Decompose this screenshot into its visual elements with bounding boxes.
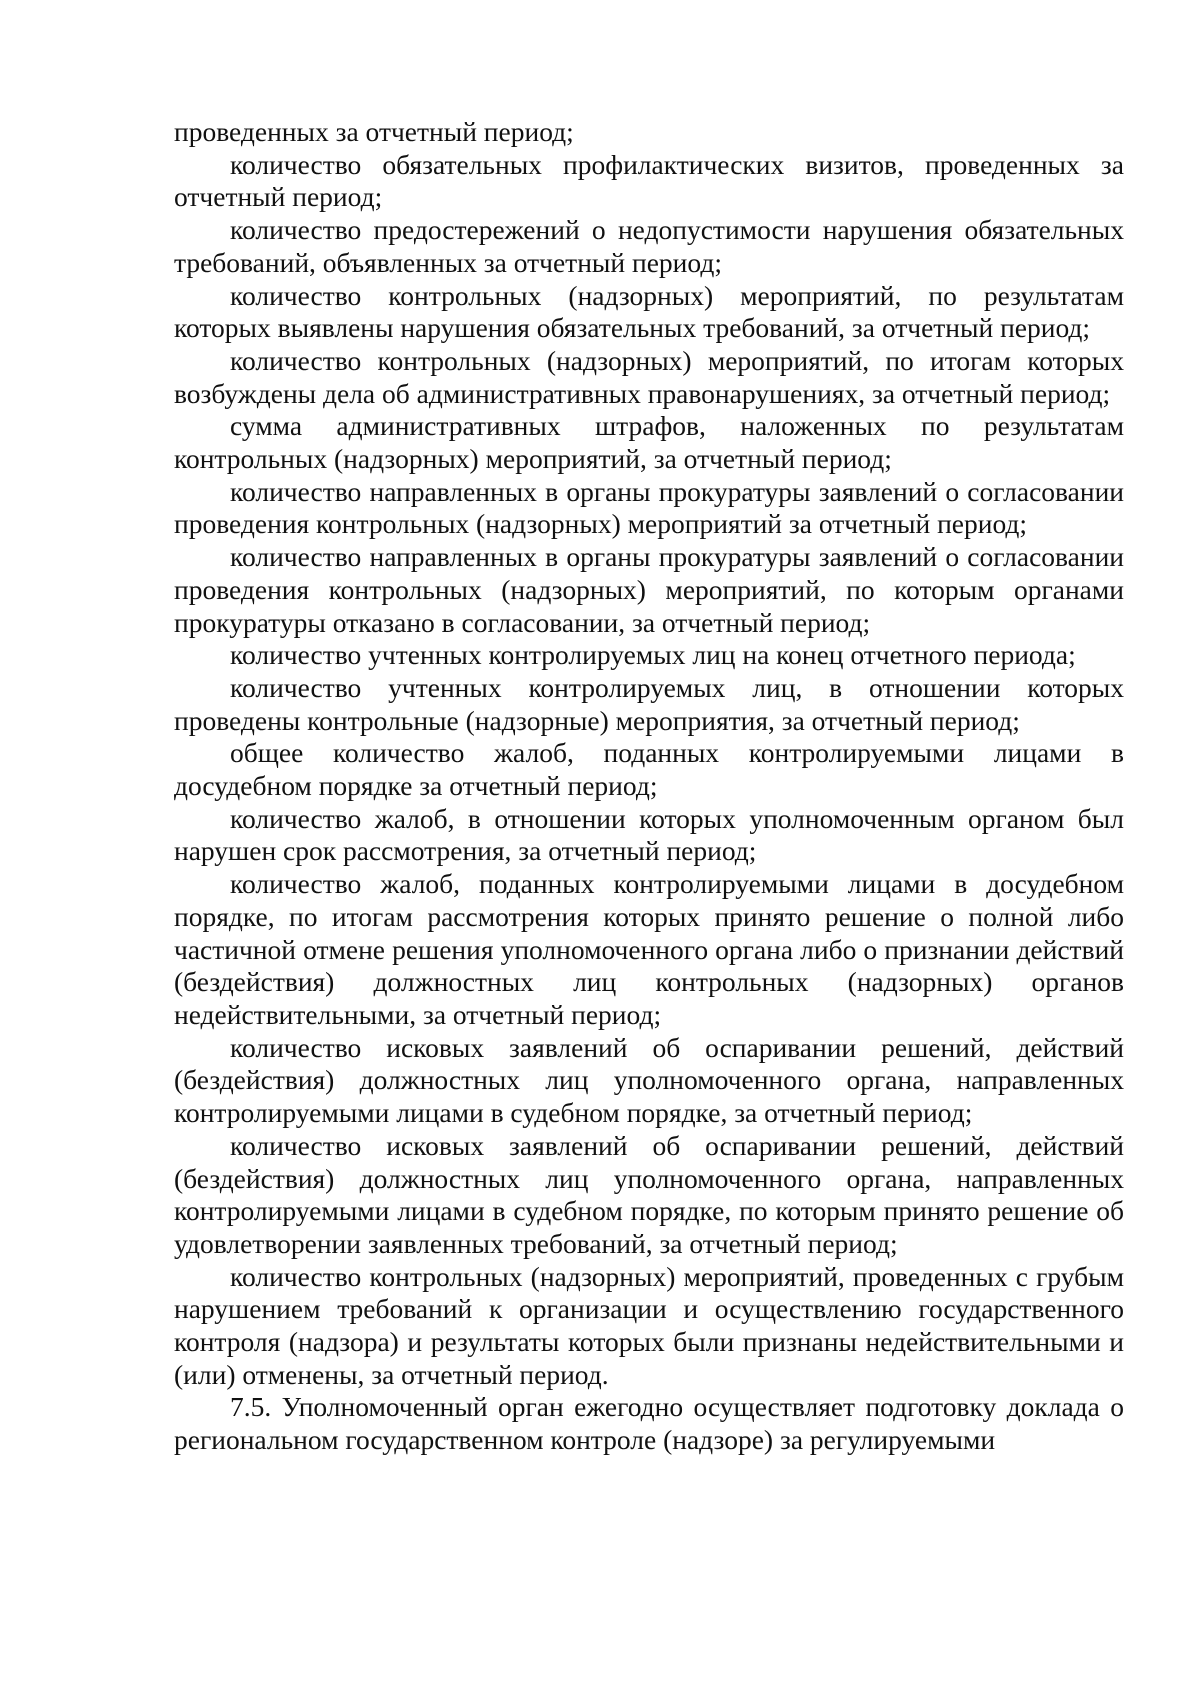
section-7-5-paragraph: 7.5. Уполномоченный орган ежегодно осуществляет подготовку доклада о региональном государственном контроле (надзоре) за регулируемыми [174,1391,1124,1456]
list-item-mandatory-preventive-visits: количество обязательных профилактических визитов, проведенных за отчетный период; [174,148,1124,213]
list-item-administrative-cases: количество контрольных (надзорных) мероприятий, по итогам которых возбуждены дела об административных правонарушениях, за отчетный период; [174,344,1124,409]
list-item-gross-violations: количество контрольных (надзорных) мероприятий, проведенных с грубым нарушением требований к организации и осуществлению государственного контроля (надзора) и результаты которых были признаны недействительными и (или) отменены, за отчетный период. [174,1260,1124,1390]
list-item-fines-sum: сумма административных штрафов, наложенных по результатам контрольных (надзорных) мероприятий, за отчетный период; [174,410,1124,475]
list-item-warnings: количество предостережений о недопустимости нарушения обязательных требований, объявленных за отчетный период; [174,214,1124,278]
document-page [174,116,1124,1457]
list-item-complaints-total: общее количество жалоб, поданных контролируемыми лицами в досудебном порядке за отчетный период; [174,737,1124,802]
list-item-controlled-persons-inspected: количество учтенных контролируемых лиц, в отношении которых проведены контрольные (надзорные) мероприятия, за отчетный период; [174,671,1124,736]
list-item-violations-found: количество контрольных (надзорных) мероприятий, по результатам которых выявлены нарушения обязательных требований, за отчетный период; [174,279,1124,344]
list-item-prosecutor-applications: количество направленных в органы прокуратуры заявлений о согласовании проведения контрольных (надзорных) мероприятий за отчетный период; [174,475,1124,540]
list-item-lawsuits-satisfied: количество исковых заявлений об оспаривании решений, действий (бездействия) должностных лиц уполномоченного органа, направленных контролируемыми лицами в судебном порядке, по которым принято решение об удовлетворении заявленных требований, за отчетный период; [174,1129,1124,1259]
list-item-complaints-overdue: количество жалоб, в отношении которых уполномоченным органом был нарушен срок рассмотрения, за отчетный период; [174,802,1124,867]
paragraph-continuation: проведенных за отчетный период; [174,116,574,147]
list-item-complaints-upheld: количество жалоб, поданных контролируемыми лицами в досудебном порядке, по итогам рассмотрения которых принято решение о полной либо частичной отмене решения уполномоченного органа либо о признании действий (бездействия) должностных лиц контрольных (надзорных) органов недействительными, за отчетный период; [174,868,1124,1030]
list-item-controlled-persons-total: количество учтенных контролируемых лиц на конец отчетного периода; [230,639,1076,671]
list-item-prosecutor-refusals: количество направленных в органы прокуратуры заявлений о согласовании проведения контрольных (надзорных) мероприятий, по которым органами прокуратуры отказано в согласовании, за отчетный период; [174,541,1124,638]
list-item-lawsuits-total: количество исковых заявлений об оспаривании решений, действий (бездействия) должностных лиц уполномоченного органа, направленных контролируемыми лицами в судебном порядке, за отчетный период; [174,1031,1124,1129]
